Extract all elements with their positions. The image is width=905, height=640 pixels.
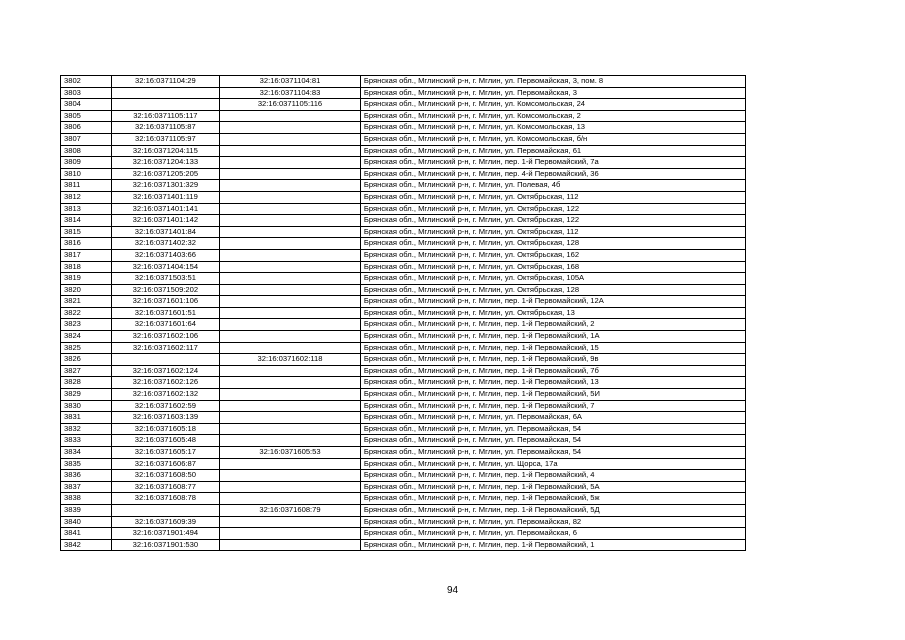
- cadastral-number-cell: 32:16:0371404:154: [111, 261, 219, 273]
- table-row: [61, 377, 746, 389]
- related-cadastral-number-cell: [220, 215, 361, 227]
- related-cadastral-number-cell: [220, 412, 361, 424]
- table-row: [61, 400, 746, 412]
- address-cell: Брянская обл., Мглинский р-н, г. Мглин, ул. Октябрьская, 13: [360, 307, 745, 319]
- row-number-cell: 3834: [61, 447, 112, 459]
- cadastral-number-cell: 32:16:0371105:117: [111, 110, 219, 122]
- related-cadastral-number-cell: [220, 296, 361, 308]
- address-cell: Брянская обл., Мглинский р-н, г. Мглин, пер. 1-й Первомайский, 13: [360, 377, 745, 389]
- row-number-cell: 3803: [61, 87, 112, 99]
- related-cadastral-number-cell: [220, 377, 361, 389]
- address-cell: Брянская обл., Мглинский р-н, г. Мглин, ул. Первомайская, 61: [360, 145, 745, 157]
- related-cadastral-number-cell: 32:16:0371105:116: [220, 99, 361, 111]
- related-cadastral-number-cell: [220, 493, 361, 505]
- table-row: [61, 76, 746, 88]
- address-cell: Брянская обл., Мглинский р-н, г. Мглин, пер. 1-й Первомайский, 5Д: [360, 504, 745, 516]
- table-row: [61, 110, 746, 122]
- cadastral-number-cell: [111, 99, 219, 111]
- cadastral-number-cell: 32:16:0371602:132: [111, 389, 219, 401]
- cadastral-number-cell: 32:16:0371204:133: [111, 157, 219, 169]
- records-table-body: [61, 76, 746, 551]
- row-number-cell: 3824: [61, 331, 112, 343]
- row-number-cell: 3821: [61, 296, 112, 308]
- cadastral-number-cell: 32:16:0371606:87: [111, 458, 219, 470]
- cadastral-number-cell: 32:16:0371605:48: [111, 435, 219, 447]
- related-cadastral-number-cell: [220, 273, 361, 285]
- records-table: [60, 75, 746, 551]
- table-row: [61, 180, 746, 192]
- related-cadastral-number-cell: [220, 458, 361, 470]
- related-cadastral-number-cell: [220, 389, 361, 401]
- cadastral-number-cell: 32:16:0371603:139: [111, 412, 219, 424]
- cadastral-number-cell: 32:16:0371205:205: [111, 168, 219, 180]
- cadastral-number-cell: 32:16:0371608:50: [111, 470, 219, 482]
- related-cadastral-number-cell: [220, 249, 361, 261]
- cadastral-number-cell: 32:16:0371605:17: [111, 447, 219, 459]
- table-row: [61, 458, 746, 470]
- row-number-cell: 3838: [61, 493, 112, 505]
- row-number-cell: 3826: [61, 354, 112, 366]
- table-row: [61, 284, 746, 296]
- cadastral-number-cell: 32:16:0371509:202: [111, 284, 219, 296]
- row-number-cell: 3813: [61, 203, 112, 215]
- table-row: [61, 423, 746, 435]
- related-cadastral-number-cell: [220, 157, 361, 169]
- row-number-cell: 3812: [61, 191, 112, 203]
- cadastral-number-cell: 32:16:0371204:115: [111, 145, 219, 157]
- related-cadastral-number-cell: [220, 435, 361, 447]
- page-number: 94: [446, 585, 459, 596]
- table-row: [61, 516, 746, 528]
- address-cell: Брянская обл., Мглинский р-н, г. Мглин, пер. 1-й Первомайский, 7а: [360, 157, 745, 169]
- address-cell: Брянская обл., Мглинский р-н, г. Мглин, ул. Октябрьская, 105А: [360, 273, 745, 285]
- table-row: [61, 296, 746, 308]
- address-cell: Брянская обл., Мглинский р-н, г. Мглин, ул. Первомайская, 82: [360, 516, 745, 528]
- row-number-cell: 3840: [61, 516, 112, 528]
- table-row: [61, 226, 746, 238]
- row-number-cell: 3839: [61, 504, 112, 516]
- row-number-cell: 3825: [61, 342, 112, 354]
- row-number-cell: 3828: [61, 377, 112, 389]
- address-cell: Брянская обл., Мглинский р-н, г. Мглин, пер. 1-й Первомайский, 2: [360, 319, 745, 331]
- cadastral-number-cell: 32:16:0371401:142: [111, 215, 219, 227]
- cadastral-number-cell: 32:16:0371401:141: [111, 203, 219, 215]
- table-row: [61, 307, 746, 319]
- table-row: [61, 133, 746, 145]
- address-cell: Брянская обл., Мглинский р-н, г. Мглин, ул. Октябрьская, 122: [360, 215, 745, 227]
- related-cadastral-number-cell: [220, 284, 361, 296]
- table-row: [61, 145, 746, 157]
- cadastral-number-cell: 32:16:0371401:119: [111, 191, 219, 203]
- cadastral-number-cell: 32:16:0371608:77: [111, 481, 219, 493]
- row-number-cell: 3804: [61, 99, 112, 111]
- cadastral-number-cell: 32:16:0371602:124: [111, 365, 219, 377]
- related-cadastral-number-cell: [220, 191, 361, 203]
- cadastral-number-cell: [111, 504, 219, 516]
- address-cell: Брянская обл., Мглинский р-н, г. Мглин, ул. Комсомольская, 2: [360, 110, 745, 122]
- related-cadastral-number-cell: [220, 122, 361, 134]
- cadastral-number-cell: [111, 87, 219, 99]
- address-cell: Брянская обл., Мглинский р-н, г. Мглин, пер. 1-й Первомайский, 12А: [360, 296, 745, 308]
- address-cell: Брянская обл., Мглинский р-н, г. Мглин, пер. 4-й Первомайский, 36: [360, 168, 745, 180]
- address-cell: Брянская обл., Мглинский р-н, г. Мглин, ул. Октябрьская, 162: [360, 249, 745, 261]
- address-cell: Брянская обл., Мглинский р-н, г. Мглин, ул. Октябрьская, 168: [360, 261, 745, 273]
- address-cell: Брянская обл., Мглинский р-н, г. Мглин, ул. Октябрьская, 128: [360, 284, 745, 296]
- related-cadastral-number-cell: [220, 400, 361, 412]
- table-row: [61, 261, 746, 273]
- cadastral-number-cell: 32:16:0371503:51: [111, 273, 219, 285]
- related-cadastral-number-cell: [220, 528, 361, 540]
- cadastral-number-cell: 32:16:0371301:329: [111, 180, 219, 192]
- related-cadastral-number-cell: 32:16:0371602:118: [220, 354, 361, 366]
- related-cadastral-number-cell: 32:16:0371608:79: [220, 504, 361, 516]
- related-cadastral-number-cell: [220, 145, 361, 157]
- row-number-cell: 3815: [61, 226, 112, 238]
- table-row: [61, 481, 746, 493]
- table-row: [61, 99, 746, 111]
- row-number-cell: 3841: [61, 528, 112, 540]
- related-cadastral-number-cell: [220, 319, 361, 331]
- cadastral-number-cell: 32:16:0371105:97: [111, 133, 219, 145]
- row-number-cell: 3820: [61, 284, 112, 296]
- row-number-cell: 3810: [61, 168, 112, 180]
- address-cell: Брянская обл., Мглинский р-н, г. Мглин, пер. 1-й Первомайский, 1А: [360, 331, 745, 343]
- cadastral-number-cell: 32:16:0371602:117: [111, 342, 219, 354]
- table-row: [61, 470, 746, 482]
- row-number-cell: 3832: [61, 423, 112, 435]
- address-cell: Брянская обл., Мглинский р-н, г. Мглин, ул. Полевая, 4б: [360, 180, 745, 192]
- table-row: [61, 435, 746, 447]
- cadastral-number-cell: 32:16:0371602:126: [111, 377, 219, 389]
- table-row: [61, 354, 746, 366]
- cadastral-number-cell: 32:16:0371403:66: [111, 249, 219, 261]
- related-cadastral-number-cell: [220, 481, 361, 493]
- table-row: [61, 528, 746, 540]
- row-number-cell: 3818: [61, 261, 112, 273]
- related-cadastral-number-cell: [220, 226, 361, 238]
- address-cell: Брянская обл., Мглинский р-н, г. Мглин, ул. Первомайская, 6А: [360, 412, 745, 424]
- address-cell: Брянская обл., Мглинский р-н, г. Мглин, ул. Октябрьская, 112: [360, 226, 745, 238]
- related-cadastral-number-cell: [220, 516, 361, 528]
- cadastral-number-cell: 32:16:0371901:530: [111, 539, 219, 551]
- cadastral-number-cell: 32:16:0371401:84: [111, 226, 219, 238]
- address-cell: Брянская обл., Мглинский р-н, г. Мглин, ул. Первомайская, 3: [360, 87, 745, 99]
- row-number-cell: 3819: [61, 273, 112, 285]
- table-row: [61, 203, 746, 215]
- related-cadastral-number-cell: 32:16:0371104:83: [220, 87, 361, 99]
- cadastral-number-cell: 32:16:0371104:29: [111, 76, 219, 88]
- table-row: [61, 191, 746, 203]
- row-number-cell: 3830: [61, 400, 112, 412]
- related-cadastral-number-cell: [220, 110, 361, 122]
- table-row: [61, 122, 746, 134]
- row-number-cell: 3807: [61, 133, 112, 145]
- row-number-cell: 3822: [61, 307, 112, 319]
- address-cell: Брянская обл., Мглинский р-н, г. Мглин, ул. Октябрьская, 112: [360, 191, 745, 203]
- row-number-cell: 3811: [61, 180, 112, 192]
- table-row: [61, 273, 746, 285]
- address-cell: Брянская обл., Мглинский р-н, г. Мглин, пер. 1-й Первомайский, 5А: [360, 481, 745, 493]
- related-cadastral-number-cell: [220, 365, 361, 377]
- related-cadastral-number-cell: [220, 307, 361, 319]
- table-row: [61, 447, 746, 459]
- cadastral-number-cell: 32:16:0371602:59: [111, 400, 219, 412]
- row-number-cell: 3816: [61, 238, 112, 250]
- address-cell: Брянская обл., Мглинский р-н, г. Мглин, пер. 1-й Первомайский, 5ж: [360, 493, 745, 505]
- row-number-cell: 3817: [61, 249, 112, 261]
- related-cadastral-number-cell: [220, 423, 361, 435]
- related-cadastral-number-cell: [220, 203, 361, 215]
- cadastral-number-cell: 32:16:0371602:106: [111, 331, 219, 343]
- table-row: [61, 168, 746, 180]
- cadastral-number-cell: 32:16:0371609:39: [111, 516, 219, 528]
- related-cadastral-number-cell: 32:16:0371605:53: [220, 447, 361, 459]
- row-number-cell: 3802: [61, 76, 112, 88]
- cadastral-number-cell: 32:16:0371601:64: [111, 319, 219, 331]
- address-cell: Брянская обл., Мглинский р-н, г. Мглин, ул. Октябрьская, 128: [360, 238, 745, 250]
- cadastral-number-cell: 32:16:0371601:106: [111, 296, 219, 308]
- address-cell: Брянская обл., Мглинский р-н, г. Мглин, ул. Комсомольская, б/н: [360, 133, 745, 145]
- table-row: [61, 249, 746, 261]
- address-cell: Брянская обл., Мглинский р-н, г. Мглин, пер. 1-й Первомайский, 5И: [360, 389, 745, 401]
- cadastral-number-cell: 32:16:0371605:18: [111, 423, 219, 435]
- row-number-cell: 3829: [61, 389, 112, 401]
- row-number-cell: 3809: [61, 157, 112, 169]
- table-row: [61, 331, 746, 343]
- row-number-cell: 3814: [61, 215, 112, 227]
- cadastral-number-cell: 32:16:0371601:51: [111, 307, 219, 319]
- address-cell: Брянская обл., Мглинский р-н, г. Мглин, пер. 1-й Первомайский, 7: [360, 400, 745, 412]
- related-cadastral-number-cell: 32:16:0371104:81: [220, 76, 361, 88]
- address-cell: Брянская обл., Мглинский р-н, г. Мглин, ул. Комсомольская, 13: [360, 122, 745, 134]
- related-cadastral-number-cell: [220, 342, 361, 354]
- address-cell: Брянская обл., Мглинский р-н, г. Мглин, пер. 1-й Первомайский, 9в: [360, 354, 745, 366]
- row-number-cell: 3827: [61, 365, 112, 377]
- table-row: [61, 157, 746, 169]
- related-cadastral-number-cell: [220, 470, 361, 482]
- related-cadastral-number-cell: [220, 168, 361, 180]
- related-cadastral-number-cell: [220, 180, 361, 192]
- address-cell: Брянская обл., Мглинский р-н, г. Мглин, пер. 1-й Первомайский, 15: [360, 342, 745, 354]
- address-cell: Брянская обл., Мглинский р-н, г. Мглин, пер. 1-й Первомайский, 7б: [360, 365, 745, 377]
- related-cadastral-number-cell: [220, 133, 361, 145]
- row-number-cell: 3842: [61, 539, 112, 551]
- related-cadastral-number-cell: [220, 331, 361, 343]
- address-cell: Брянская обл., Мглинский р-н, г. Мглин, ул. Комсомольская, 24: [360, 99, 745, 111]
- address-cell: Брянская обл., Мглинский р-н, г. Мглин, ул. Первомайская, 54: [360, 447, 745, 459]
- table-row: [61, 412, 746, 424]
- table-row: [61, 215, 746, 227]
- table-row: [61, 504, 746, 516]
- row-number-cell: 3823: [61, 319, 112, 331]
- row-number-cell: 3831: [61, 412, 112, 424]
- row-number-cell: 3806: [61, 122, 112, 134]
- cadastral-number-cell: 32:16:0371105:87: [111, 122, 219, 134]
- cadastral-number-cell: 32:16:0371402:32: [111, 238, 219, 250]
- table-row: [61, 319, 746, 331]
- table-row: [61, 493, 746, 505]
- table-row: [61, 539, 746, 551]
- table-row: [61, 389, 746, 401]
- address-cell: Брянская обл., Мглинский р-н, г. Мглин, ул. Первомайская, 6: [360, 528, 745, 540]
- table-row: [61, 238, 746, 250]
- address-cell: Брянская обл., Мглинский р-н, г. Мглин, ул. Первомайская, 54: [360, 423, 745, 435]
- cadastral-number-cell: [111, 354, 219, 366]
- row-number-cell: 3836: [61, 470, 112, 482]
- address-cell: Брянская обл., Мглинский р-н, г. Мглин, пер. 1-й Первомайский, 4: [360, 470, 745, 482]
- row-number-cell: 3835: [61, 458, 112, 470]
- related-cadastral-number-cell: [220, 539, 361, 551]
- row-number-cell: 3808: [61, 145, 112, 157]
- row-number-cell: 3837: [61, 481, 112, 493]
- table-row: [61, 342, 746, 354]
- row-number-cell: 3805: [61, 110, 112, 122]
- cadastral-number-cell: 32:16:0371608:78: [111, 493, 219, 505]
- address-cell: Брянская обл., Мглинский р-н, г. Мглин, ул. Первомайская, 54: [360, 435, 745, 447]
- row-number-cell: 3833: [61, 435, 112, 447]
- address-cell: Брянская обл., Мглинский р-н, г. Мглин, пер. 1-й Первомайский, 1: [360, 539, 745, 551]
- table-row: [61, 87, 746, 99]
- cadastral-number-cell: 32:16:0371901:494: [111, 528, 219, 540]
- table-row: [61, 365, 746, 377]
- related-cadastral-number-cell: [220, 238, 361, 250]
- address-cell: Брянская обл., Мглинский р-н, г. Мглин, ул. Октябрьская, 122: [360, 203, 745, 215]
- related-cadastral-number-cell: [220, 261, 361, 273]
- address-cell: Брянская обл., Мглинский р-н, г. Мглин, ул. Щорса, 17а: [360, 458, 745, 470]
- address-cell: Брянская обл., Мглинский р-н, г. Мглин, ул. Первомайская, 3, пом. 8: [360, 76, 745, 88]
